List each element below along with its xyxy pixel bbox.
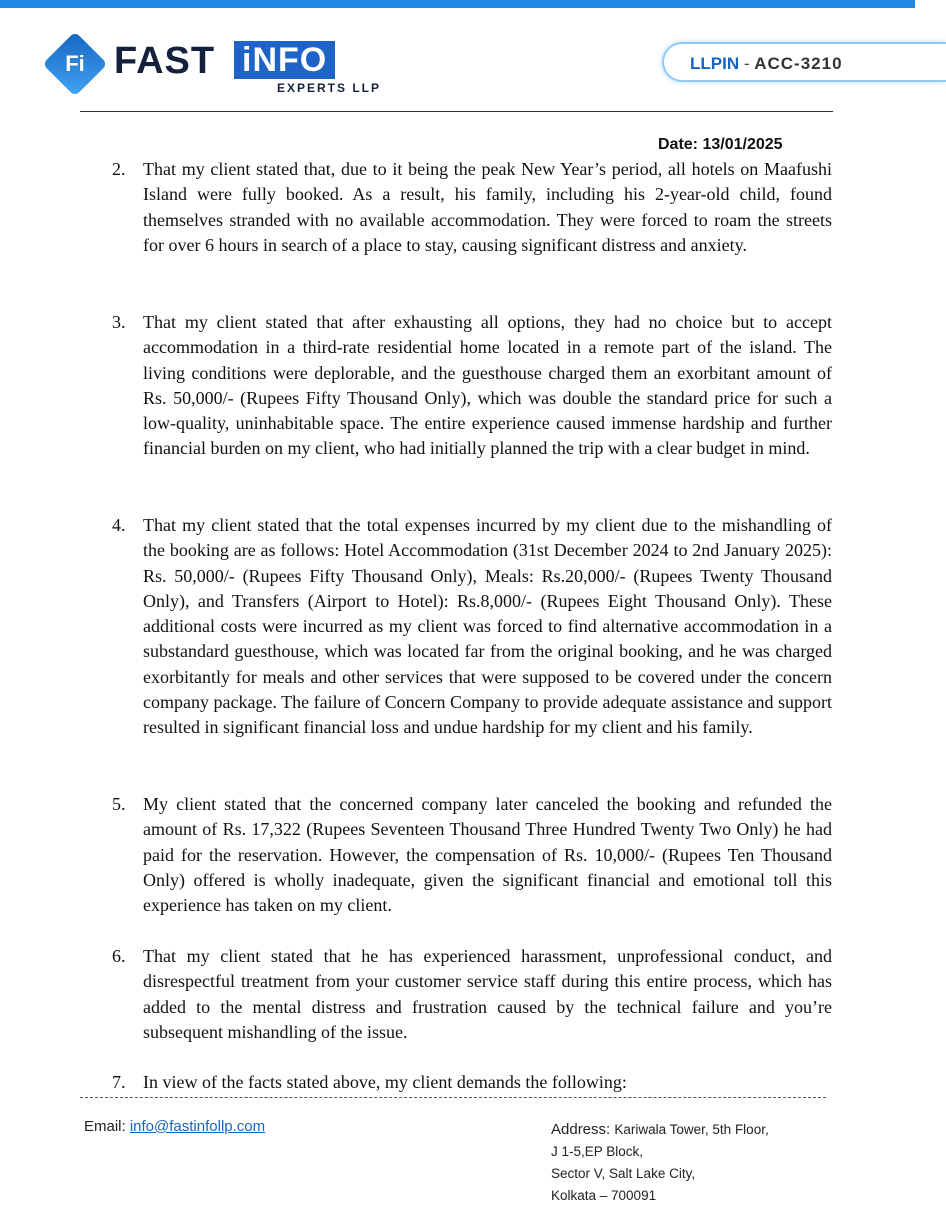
paragraph-2 — [112, 157, 832, 258]
email-link[interactable]: info@fastinfollp.com — [129, 1118, 266, 1135]
footer-email — [84, 1118, 265, 1135]
address-line: Sector V, Salt Lake City, — [551, 1166, 696, 1181]
paragraph-3 — [112, 310, 832, 462]
llpin-badge — [662, 42, 946, 82]
letter-date: Date: 13/01/2025 — [658, 136, 783, 153]
logo-subtitle: EXPERTS LLP — [277, 81, 382, 95]
address-line: Kariwala Tower, 5th Floor, — [614, 1122, 769, 1137]
paragraph-4 — [112, 513, 832, 741]
company-logo — [52, 37, 382, 97]
logo-monogram: Fi — [65, 51, 85, 76]
paragraph-number: 2. — [112, 159, 126, 179]
header-divider — [80, 111, 833, 112]
paragraph-text: In view of the facts stated above, my client demands the following: — [143, 1072, 627, 1092]
paragraph-number: 4. — [112, 515, 126, 535]
footer-divider — [80, 1097, 826, 1098]
llpin-label: LLPIN — [690, 54, 740, 73]
email-label: Email: — [84, 1118, 130, 1135]
paragraph-text: My client stated that the concerned company later canceled the booking and refunded the amount of Rs. 17,322 (Rupees Seventeen Thousand Three Hundred Twenty Two Only) he had paid for the reservation. However, the compensation of Rs. 10,000/- (Rupees Ten Thousand Only) offered is wholly inadequate, given the significant financial and emotional toll this experience has taken on my client. — [143, 794, 832, 916]
paragraph-number: 5. — [112, 794, 126, 814]
llpin-separator: - — [739, 54, 755, 73]
logo-word-info: iNFO — [234, 41, 335, 79]
llpin-value: ACC-3210 — [754, 54, 843, 73]
address-line: J 1-5,EP Block, — [551, 1144, 644, 1159]
address-line: Kolkata – 700091 — [551, 1188, 657, 1203]
logo-word-fast: FAST — [114, 40, 216, 82]
paragraph-7 — [112, 1070, 832, 1095]
address-label: Address: — [551, 1121, 615, 1138]
paragraph-number: 7. — [112, 1072, 126, 1092]
paragraph-number: 3. — [112, 312, 126, 332]
footer-address — [551, 1119, 769, 1207]
paragraph-text: That my client stated that the total expenses incurred by my client due to the mishandling of the booking are as follows: Hotel Accommodation (31st December 2024 to 2nd January 2025): Rs. 50,000/- (Rupees Fifty Thousand Only), Meals: Rs.20,000/- (Rupees Twenty Thousand Only), and Transfers (Airport to Hotel): Rs.8,000/- (Rupees Eight Thousand Only). These additional costs were incurred as my client was forced to find alternative accommodation in a substandard guesthouse, which was located far from the original booking, and he was charged exorbitantly for meals and other services that were supposed to be covered under the concern company package. The failure of Concern Company to provide adequate assistance and support resulted in significant financial loss and undue hardship for my client and his family. — [143, 515, 832, 738]
paragraph-6 — [112, 944, 832, 1045]
paragraph-text: That my client stated that he has experienced harassment, unprofessional conduct, and disrespectful treatment from your customer service staff during this entire process, which has added to the mental distress and frustration caused by the technical failure and you’re subsequent mishandling of the issue. — [143, 946, 832, 1042]
paragraph-number: 6. — [112, 946, 126, 966]
paragraph-text: That my client stated that after exhausting all options, they had no choice but to accept accommodation in a third-rate residential home located in a remote part of the island. The living conditions were deplorable, and the guesthouse charged them an exorbitant amount of Rs. 50,000/- (Rupees Fifty Thousand Only), which was double the standard price for such a low-quality, uninhabitable space. The entire experience caused immense hardship and further financial burden on my client, who had initially planned the trip with a clear budget in mind. — [143, 312, 832, 459]
paragraph-text: That my client stated that, due to it being the peak New Year’s period, all hotels on Maafushi Island were fully booked. As a result, his family, including his 2-year-old child, found themselves stranded with no available accommodation. They were forced to roam the streets for over 6 hours in search of a place to stay, causing significant distress and anxiety. — [143, 159, 832, 255]
paragraph-5 — [112, 792, 832, 918]
top-accent-bar — [0, 0, 915, 8]
